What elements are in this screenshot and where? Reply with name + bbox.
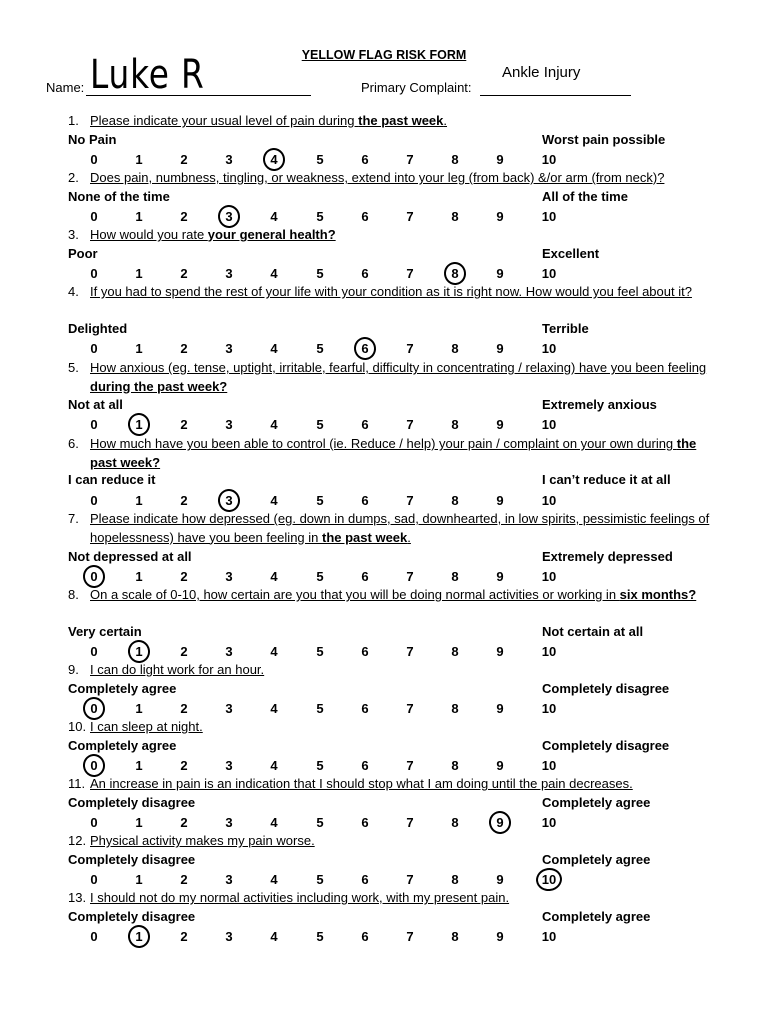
scale-option-2[interactable]: 2 [180,152,188,167]
scale-option-9[interactable]: 9 [496,815,504,830]
scale-option-4[interactable]: 4 [270,209,278,224]
scale-option-6[interactable]: 6 [361,493,369,508]
rating-scale [0,756,768,776]
question-10 [68,718,720,737]
question-text-part: How anxious (eg. tense, uptight, irritable, fearful, difficulty in concentrating / relaxing) have you been feeling [90,360,707,375]
scale-option-9[interactable]: 9 [496,644,504,659]
scale-option-6[interactable]: 6 [361,209,369,224]
scale-option-5[interactable]: 5 [316,929,324,944]
question-text-emphasis: the past week? [90,436,697,470]
scale-option-1[interactable]: 1 [135,266,143,281]
scale-option-1[interactable]: 1 [135,815,143,830]
scale-option-4[interactable]: 4 [270,701,278,716]
scale-right-anchor: Worst pain possible [542,132,666,147]
question-number: 4. [68,284,79,299]
scale-option-1[interactable]: 1 [135,929,143,944]
question-text-part: . [443,113,448,128]
scale-option-6[interactable]: 6 [361,929,369,944]
scale-right-anchor: Excellent [542,246,600,261]
rating-scale [0,415,768,435]
scale-option-6[interactable]: 6 [361,341,369,356]
scale-left-anchor: Completely disagree [68,795,196,810]
scale-right-anchor: Completely agree [542,795,651,810]
scale-option-9[interactable]: 9 [496,341,504,356]
scale-option-0[interactable]: 0 [90,417,98,432]
question-8 [68,586,720,605]
scale-option-8[interactable]: 8 [451,493,459,508]
scale-option-0[interactable]: 0 [90,152,98,167]
scale-right-anchor: I can’t reduce it at all [542,472,671,487]
scale-option-3[interactable]: 3 [225,417,233,432]
question-text-part: Physical activity makes my pain worse. [90,833,315,848]
scale-option-4[interactable]: 4 [270,493,278,508]
scale-option-8[interactable]: 8 [451,929,459,944]
scale-option-10[interactable]: 10 [541,569,557,584]
question-text-part: . [407,529,411,545]
scale-option-5[interactable]: 5 [316,644,324,659]
scale-right-anchor: All of the time [542,189,628,204]
scale-option-7[interactable]: 7 [406,209,414,224]
scale-option-0[interactable]: 0 [90,493,98,508]
scale-option-2[interactable]: 2 [180,417,188,432]
question-number: 12. [68,833,87,848]
scale-option-10[interactable]: 10 [541,644,557,659]
question-text-part: How much have you been able to control (ie. Reduce / help) your pain / complaint on your own during [90,436,677,451]
scale-option-1[interactable]: 1 [135,644,143,659]
question-text [90,283,720,302]
scale-left-anchor: Not at all [68,397,123,412]
scale-option-8[interactable]: 8 [451,152,459,167]
scale-option-2[interactable]: 2 [180,341,188,356]
scale-option-4[interactable]: 4 [270,417,278,432]
primary-complaint-value: Ankle Injury [502,64,581,81]
scale-option-6[interactable]: 6 [361,152,369,167]
scale-option-3[interactable]: 3 [225,569,233,584]
scale-option-10[interactable]: 10 [541,872,557,887]
scale-option-10[interactable]: 10 [541,493,557,508]
scale-option-7[interactable]: 7 [406,758,414,773]
scale-left-anchor: Completely agree [68,681,177,696]
scale-right-anchor: Not certain at all [542,624,644,639]
scale-option-1[interactable]: 1 [135,493,143,508]
scale-option-4[interactable]: 4 [270,872,278,887]
scale-option-10[interactable]: 10 [541,815,557,830]
scale-option-0[interactable]: 0 [90,929,98,944]
scale-option-1[interactable]: 1 [135,872,143,887]
scale-right-anchor: Extremely anxious [542,397,657,412]
scale-option-10[interactable]: 10 [541,758,557,773]
scale-option-5[interactable]: 5 [316,493,324,508]
scale-option-8[interactable]: 8 [451,266,459,281]
scale-option-3[interactable]: 3 [225,872,233,887]
question-text [90,169,720,188]
scale-option-1[interactable]: 1 [135,417,143,432]
scale-option-4[interactable]: 4 [270,644,278,659]
scale-option-3[interactable]: 3 [225,815,233,830]
scale-option-6[interactable]: 6 [361,701,369,716]
scale-option-8[interactable]: 8 [451,815,459,830]
question-text-emphasis: the past week [322,529,408,545]
question-number: 9. [68,662,79,677]
rating-scale [0,813,768,833]
scale-left-anchor: No Pain [68,132,117,147]
scale-option-7[interactable]: 7 [406,872,414,887]
scale-option-5[interactable]: 5 [316,266,324,281]
scale-option-9[interactable]: 9 [496,569,504,584]
question-7 [68,510,720,547]
scale-option-9[interactable]: 9 [496,417,504,432]
scale-option-10[interactable]: 10 [541,417,557,432]
question-text [90,889,720,908]
question-11 [68,775,720,794]
scale-option-7[interactable]: 7 [406,815,414,830]
question-text-part: Does pain, numbness, tingling, or weakness, extend into your leg (from back) &/or arm (from neck)? [90,170,665,185]
scale-option-4[interactable]: 4 [270,152,278,167]
question-text-emphasis: during the past week? [90,378,228,394]
question-2 [68,169,720,188]
scale-option-6[interactable]: 6 [361,815,369,830]
scale-option-8[interactable]: 8 [451,872,459,887]
question-text [90,112,720,131]
scale-option-7[interactable]: 7 [406,644,414,659]
scale-option-9[interactable]: 9 [496,209,504,224]
question-text-part: Please indicate your usual level of pain during [90,113,359,128]
scale-option-6[interactable]: 6 [361,569,369,584]
scale-option-10[interactable]: 10 [541,701,557,716]
scale-option-6[interactable]: 6 [361,417,369,432]
question-text-emphasis: the past week [358,113,444,128]
question-number: 5. [68,360,79,375]
scale-option-5[interactable]: 5 [316,758,324,773]
scale-option-4[interactable]: 4 [270,569,278,584]
question-number: 7. [68,511,79,526]
scale-option-10[interactable]: 10 [541,266,557,281]
scale-option-2[interactable]: 2 [180,493,188,508]
scale-option-5[interactable]: 5 [316,569,324,584]
scale-right-anchor: Completely agree [542,852,651,867]
question-text-emphasis: your general health? [207,227,336,242]
scale-left-anchor: Completely agree [68,738,177,753]
rating-scale [0,491,768,511]
rating-scale [0,870,768,890]
scale-option-10[interactable]: 10 [541,929,557,944]
scale-option-9[interactable]: 9 [496,929,504,944]
patient-name-handwritten: Luke R [90,52,205,98]
scale-option-9[interactable]: 9 [496,701,504,716]
scale-option-2[interactable]: 2 [180,209,188,224]
scale-right-anchor: Completely agree [542,909,651,924]
primary-complaint-line[interactable] [480,95,631,96]
scale-option-1[interactable]: 1 [135,701,143,716]
scale-option-10[interactable]: 10 [541,341,557,356]
rating-scale [0,339,768,359]
rating-scale [0,699,768,719]
scale-option-5[interactable]: 5 [316,341,324,356]
scale-option-5[interactable]: 5 [316,152,324,167]
question-number: 8. [68,587,79,602]
scale-option-4[interactable]: 4 [270,815,278,830]
question-text-part: I can do light work for an hour. [90,662,265,677]
question-text-emphasis: six months? [619,587,697,602]
rating-scale [0,927,768,947]
scale-option-8[interactable]: 8 [451,417,459,432]
scale-option-1[interactable]: 1 [135,569,143,584]
scale-option-2[interactable]: 2 [180,929,188,944]
question-number: 13. [68,890,87,905]
scale-option-3[interactable]: 3 [225,701,233,716]
question-text-part: If you had to spend the rest of your life with your condition as it is right now. How would you feel about it? [90,284,692,299]
question-number: 2. [68,170,79,185]
scale-right-anchor: Completely disagree [542,681,670,696]
question-number: 6. [68,436,79,451]
scale-left-anchor: None of the time [68,189,170,204]
scale-option-2[interactable]: 2 [180,758,188,773]
scale-option-2[interactable]: 2 [180,815,188,830]
scale-option-0[interactable]: 0 [90,569,98,584]
question-text [90,435,720,472]
scale-option-7[interactable]: 7 [406,266,414,281]
scale-option-0[interactable]: 0 [90,266,98,281]
scale-option-8[interactable]: 8 [451,569,459,584]
scale-option-6[interactable]: 6 [361,872,369,887]
scale-right-anchor: Completely disagree [542,738,670,753]
question-text-part: On a scale of 0-10, how certain are you that you will be doing normal activities or working in [90,587,620,602]
scale-option-9[interactable]: 9 [496,758,504,773]
scale-option-5[interactable]: 5 [316,701,324,716]
scale-option-4[interactable]: 4 [270,341,278,356]
question-number: 3. [68,227,79,242]
question-text [90,359,720,396]
scale-option-4[interactable]: 4 [270,929,278,944]
scale-right-anchor: Extremely depressed [542,549,673,564]
scale-option-2[interactable]: 2 [180,266,188,281]
scale-option-2[interactable]: 2 [180,644,188,659]
scale-option-7[interactable]: 7 [406,929,414,944]
scale-option-5[interactable]: 5 [316,815,324,830]
scale-option-0[interactable]: 0 [90,701,98,716]
rating-scale [0,264,768,284]
question-3 [68,226,720,245]
question-text [90,661,720,680]
scale-left-anchor: Poor [68,246,98,261]
scale-option-3[interactable]: 3 [225,493,233,508]
question-text-part: I should not do my normal activities including work, with my present pain. [90,890,510,905]
question-text [90,586,720,605]
question-text-part: Please indicate how depressed (eg. down in dumps, sad, downhearted, in low spirits, pessimistic feelings of hopelessness) have you been feeling in [90,511,710,545]
scale-option-3[interactable]: 3 [225,209,233,224]
scale-option-2[interactable]: 2 [180,872,188,887]
scale-option-1[interactable]: 1 [135,209,143,224]
scale-option-0[interactable]: 0 [90,209,98,224]
scale-option-9[interactable]: 9 [496,493,504,508]
question-text [90,510,720,547]
question-text-part: How would you rate [90,227,208,242]
question-12 [68,832,720,851]
question-text [90,775,720,794]
scale-option-4[interactable]: 4 [270,758,278,773]
scale-option-5[interactable]: 5 [316,209,324,224]
scale-option-7[interactable]: 7 [406,152,414,167]
scale-option-8[interactable]: 8 [451,209,459,224]
scale-option-5[interactable]: 5 [316,872,324,887]
scale-option-8[interactable]: 8 [451,758,459,773]
primary-complaint-label: Primary Complaint: [361,80,472,95]
scale-option-6[interactable]: 6 [361,644,369,659]
scale-option-10[interactable]: 10 [541,209,557,224]
question-number: 1. [68,113,79,128]
scale-option-3[interactable]: 3 [225,152,233,167]
form-title: YELLOW FLAG RISK FORM [301,48,467,62]
scale-option-5[interactable]: 5 [316,417,324,432]
scale-option-3[interactable]: 3 [225,644,233,659]
question-text-part: I can sleep at night. [90,719,203,734]
scale-option-8[interactable]: 8 [451,644,459,659]
scale-option-7[interactable]: 7 [406,493,414,508]
name-label: Name: [46,80,85,95]
scale-option-9[interactable]: 9 [496,872,504,887]
scale-left-anchor: Completely disagree [68,852,196,867]
scale-option-7[interactable]: 7 [406,701,414,716]
question-number: 11. [68,776,86,791]
scale-option-1[interactable]: 1 [135,152,143,167]
scale-left-anchor: Very certain [68,624,142,639]
question-5 [68,359,720,396]
scale-left-anchor: I can reduce it [68,472,156,487]
scale-left-anchor: Delighted [68,321,128,336]
scale-option-1[interactable]: 1 [135,341,143,356]
scale-option-0[interactable]: 0 [90,872,98,887]
scale-left-anchor: Not depressed at all [68,549,192,564]
scale-option-8[interactable]: 8 [451,341,459,356]
scale-option-8[interactable]: 8 [451,701,459,716]
question-9 [68,661,720,680]
question-text-part: An increase in pain is an indication that I should stop what I am doing until the pain decreases. [90,776,633,791]
question-text [90,718,720,737]
question-number: 10. [68,719,87,734]
scale-option-7[interactable]: 7 [406,417,414,432]
question-text [90,226,720,245]
scale-option-0[interactable]: 0 [90,644,98,659]
rating-scale [0,567,768,587]
scale-option-7[interactable]: 7 [406,341,414,356]
scale-option-6[interactable]: 6 [361,758,369,773]
question-6 [68,435,720,472]
question-text [90,832,720,851]
scale-option-9[interactable]: 9 [496,152,504,167]
scale-option-2[interactable]: 2 [180,569,188,584]
question-13 [68,889,720,908]
scale-option-3[interactable]: 3 [225,266,233,281]
scale-option-0[interactable]: 0 [90,341,98,356]
scale-option-3[interactable]: 3 [225,929,233,944]
scale-option-10[interactable]: 10 [541,152,557,167]
scale-option-6[interactable]: 6 [361,266,369,281]
scale-option-7[interactable]: 7 [406,569,414,584]
rating-scale [0,642,768,662]
question-4 [68,283,720,302]
scale-option-0[interactable]: 0 [90,815,98,830]
scale-right-anchor: Terrible [542,321,589,336]
scale-option-3[interactable]: 3 [225,758,233,773]
scale-option-1[interactable]: 1 [135,758,143,773]
scale-left-anchor: Completely disagree [68,909,196,924]
scale-option-0[interactable]: 0 [90,758,98,773]
scale-option-2[interactable]: 2 [180,701,188,716]
scale-option-4[interactable]: 4 [270,266,278,281]
rating-scale [0,207,768,227]
scale-option-9[interactable]: 9 [496,266,504,281]
scale-option-3[interactable]: 3 [225,341,233,356]
question-1 [68,112,720,131]
rating-scale [0,150,768,170]
